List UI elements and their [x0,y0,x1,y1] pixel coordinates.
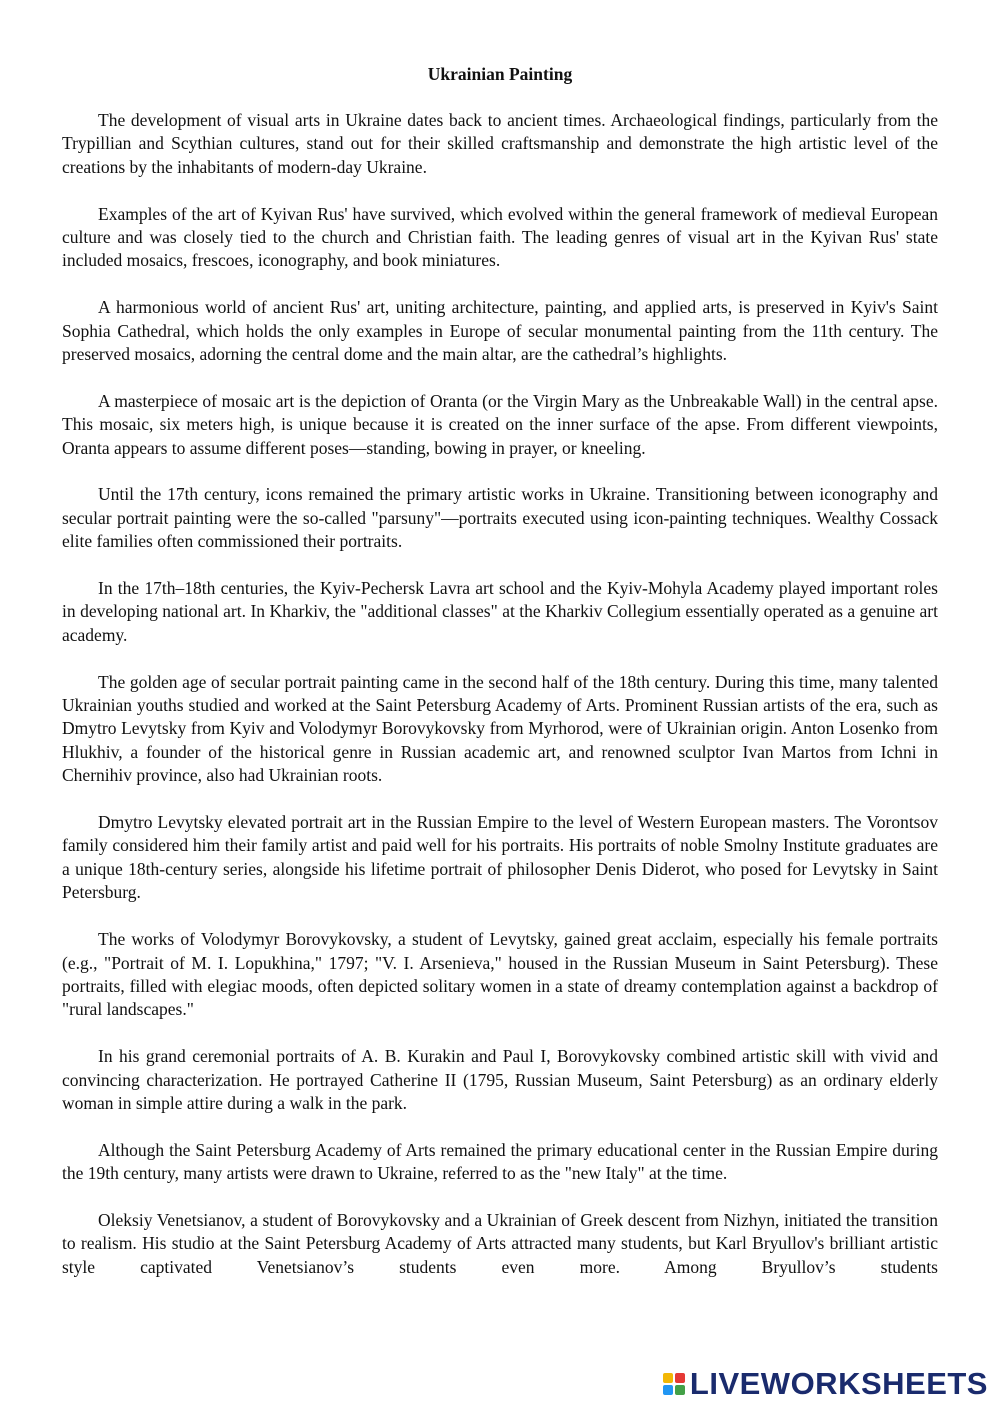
liveworksheets-logo-text: LIVEWORKSHEETS [689,1366,988,1401]
paragraph: Examples of the art of Kyivan Rus' have survived, which evolved within the general framework of medieval European culture and was closely tied to the church and Christian faith. The leading genres of visual art in the Kyivan Rus' state included mosaics, frescoes, iconography, and book miniatures. [62,203,938,271]
logo-square-icon [663,1373,673,1383]
paragraph: A masterpiece of mosaic art is the depiction of Oranta (or the Virgin Mary as the Unbreakable Wall) in the central apse. This mosaic, six meters high, is unique because it is created on the inner surface of the apse. From different viewpoints, Oranta appears to assume different poses—standing, bowing in prayer, or kneeling. [62,390,938,458]
paragraph: In his grand ceremonial portraits of A. B. Kurakin and Paul I, Borovykovsky combined artistic skill with vivid and convincing characterization. He portrayed Catherine II (1795, Russian Museum, Saint Petersburg) as an ordinary elderly woman in simple attire during a walk in the park. [62,1046,938,1113]
paragraph: A harmonious world of ancient Rus' art, uniting architecture, painting, and applied arts, is preserved in Kyiv's Saint Sophia Cathedral, which holds the only examples in Europe of secular monumental painting from the 11th century. The preserved mosaics, adorning the central dome and the main altar, are the cathedral’s highlights. [62,297,938,365]
liveworksheets-logo-icon [663,1373,685,1395]
paragraph: The development of visual arts in Ukraine dates back to ancient times. Archaeological findings, particularly from the Trypillian and Scythian cultures, stand out for their skilled craftsmanship and demonstrate the high artistic level of the creations by the inhabitants of modern-day Ukraine. [62,110,938,177]
paragraph: Although the Saint Petersburg Academy of Arts remained the primary educational center in the Russian Empire during the 19th century, many artists were drawn to Ukraine, referred to as the "new Italy" at the time. [62,1139,938,1184]
paragraph: Oleksiy Venetsianov, a student of Borovykovsky and a Ukrainian of Greek descent from Nizhyn, initiated the transition to realism. His studio at the Saint Petersburg Academy of Arts attracted many students, but Karl Bryullov's brilliant artistic style captivated Venetsianov’s students even more. Among Bryullov’s students [62,1209,938,1277]
paragraph: The works of Volodymyr Borovykovsky, a student of Levytsky, gained great acclaim, especially his female portraits (e.g., "Portrait of M. I. Lopukhina," 1797; "V. I. Arsenieva," housed in the Russian Museum in Saint Petersburg). These portraits, filled with elegiac moods, often depicted solitary women in a state of dreamy contemplation against a backdrop of "rural landscapes." [62,929,938,1020]
paragraph: In the 17th–18th centuries, the Kyiv-Pechersk Lavra art school and the Kyiv-Mohyla Academy played important roles in developing national art. In Kharkiv, the "additional classes" at the Kharkiv Collegium essentially operated as a genuine art academy. [62,578,938,645]
paragraph: The golden age of secular portrait painting came in the second half of the 18th century. During this time, many talented Ukrainian youths studied and worked at the Saint Petersburg Academy of Arts. Prominent Russian artists of the era, such as Dmytro Levytsky from Kyiv and Volodymyr Borovykovsky from Myrhorod, were of Ukrainian origin. Anton Losenko from Hlukhiv, a founder of the historical genre in Russian academic art, and renowned sculptor Ivan Martos from Ichni in Chernihiv province, also had Ukrainian roots. [62,671,938,786]
paragraph: Until the 17th century, icons remained the primary artistic works in Ukraine. Transitioning between iconography and secular portrait painting were the so-called "parsuny"—portraits executed using icon-painting techniques. Wealthy Cossack elite families often commissioned their portraits. [62,484,938,552]
paragraph: Dmytro Levytsky elevated portrait art in the Russian Empire to the level of Western European masters. The Vorontsov family considered him their family artist and paid well for his portraits. His portraits of noble Smolny Institute graduates are a unique 18th-century series, alongside his lifetime portrait of philosopher Denis Diderot, who posed for Levytsky in Saint Petersburg. [62,812,938,903]
document-body [62,109,938,1279]
document-page [62,62,938,1303]
logo-square-icon [675,1385,685,1395]
document-title: Ukrainian Painting [427,64,573,84]
liveworksheets-logo[interactable] [663,1364,988,1404]
logo-square-icon [675,1373,685,1383]
logo-square-icon [663,1385,673,1395]
